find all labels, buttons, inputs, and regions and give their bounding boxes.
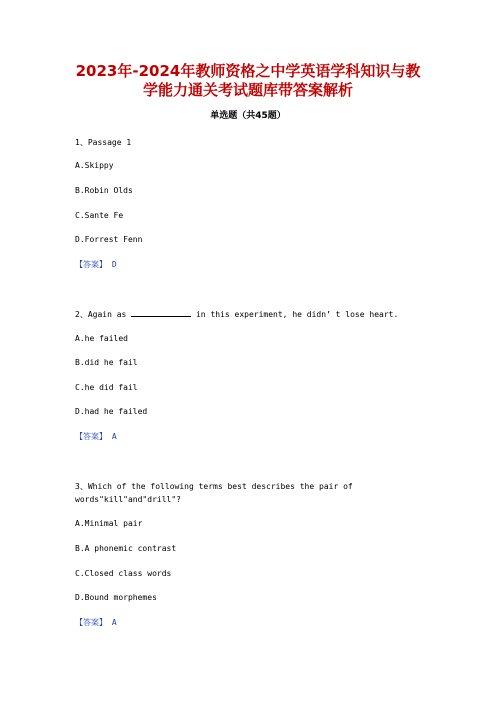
- question-3-option-b: B.A phonemic contrast: [75, 544, 177, 553]
- question-3-option-a: A.Minimal pair: [75, 519, 143, 528]
- question-2-stem-end: in this experiment, he didn’ t lose heart.: [191, 310, 399, 319]
- question-1-option-b: B.Robin Olds: [75, 186, 133, 195]
- question-1-option-c: C.Sante Fe: [75, 211, 124, 220]
- document-title-line-2: 学能力通关考试题库带答案解析: [142, 81, 353, 99]
- question-2-option-a: A.he failed: [75, 334, 128, 343]
- question-3-stem-line-1: 3、Which of the following terms best describes the pair of: [75, 482, 353, 491]
- question-2-stem: [75, 308, 398, 321]
- question-3-answer: 【答案】 A: [75, 618, 117, 627]
- question-2-option-b: B.did he fail: [75, 358, 138, 367]
- question-1-answer: 【答案】 D: [75, 260, 117, 269]
- question-2-answer: 【答案】 A: [75, 432, 117, 441]
- document-title-line-1: 2023年-2024年教师资格之中学英语学科知识与教: [75, 62, 421, 80]
- question-2-stem-start: 2、Again as: [75, 310, 132, 319]
- question-2-option-d: D.had he failed: [75, 407, 148, 416]
- question-3-option-d: D.Bound morphemes: [75, 593, 157, 602]
- question-1-option-a: A.Skippy: [75, 161, 114, 170]
- question-1-option-d: D.Forrest Fenn: [75, 235, 143, 244]
- question-2-option-c: C.he did fail: [75, 383, 138, 392]
- question-3-option-c: C.Closed class words: [75, 569, 172, 578]
- fill-in-blank: [131, 308, 191, 317]
- question-3-stem-line-2: words"kill"and"drill"?: [75, 495, 181, 504]
- question-1-stem: 1、Passage 1: [75, 138, 132, 147]
- section-heading: 单选题（共45题）: [210, 111, 286, 121]
